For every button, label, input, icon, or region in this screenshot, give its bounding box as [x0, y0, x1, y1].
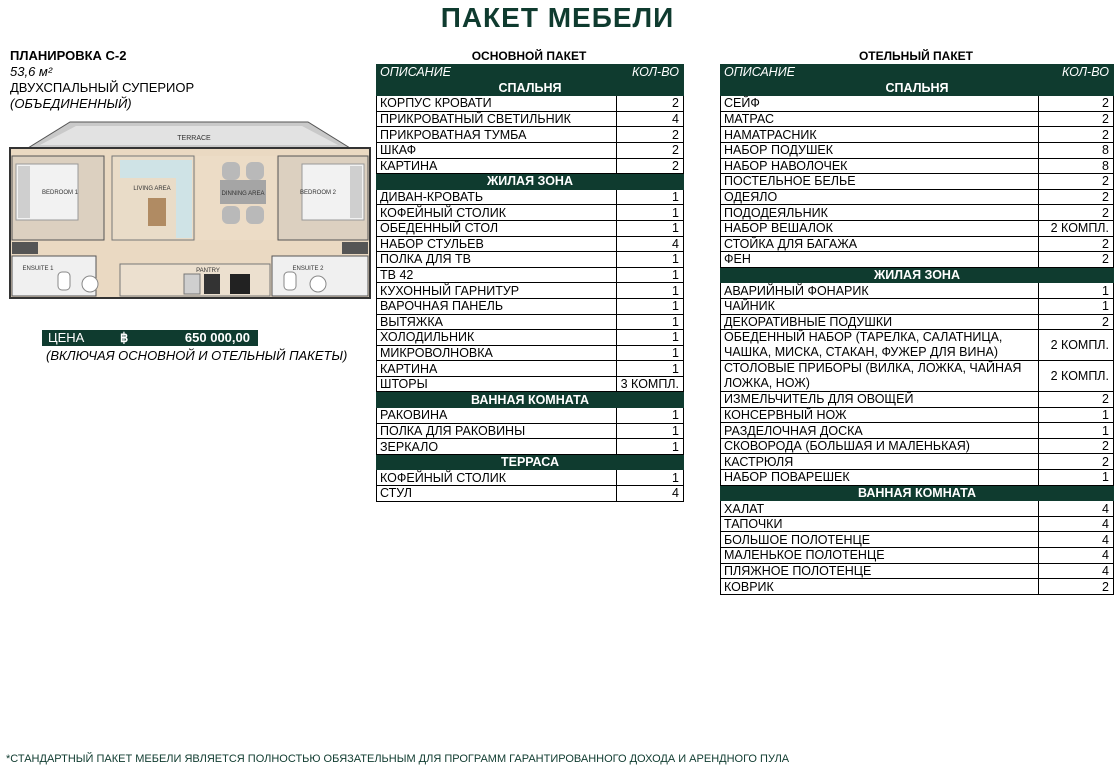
item-description: НАБОР ПОВАРЕШЕК: [721, 470, 1039, 486]
item-description: БОЛЬШОЕ ПОЛОТЕНЦЕ: [721, 532, 1039, 548]
plan-variant: (ОБЪЕДИНЕННЫЙ): [10, 96, 132, 111]
room-label-ensuite2: ENSUITE 2: [292, 266, 324, 272]
page-title: ПАКЕТ МЕБЕЛИ: [440, 2, 675, 33]
plan-type: ДВУХСПАЛЬНЫЙ СУПЕРИОР: [10, 80, 195, 95]
item-description: ДИВАН-КРОВАТЬ: [377, 189, 617, 205]
item-description: ХОЛОДИЛЬНИК: [377, 330, 617, 346]
table-row: [377, 158, 684, 174]
item-description: ОБЕДЕННЫЙ НАБОР (ТАРЕЛКА, САЛАТНИЦА, ЧАШКА, МИСКА, СТАКАН, ФУЖЕР ДЛЯ ВИНА): [721, 330, 1039, 361]
item-quantity: 4: [1039, 548, 1114, 564]
item-quantity: 4: [617, 236, 684, 252]
item-quantity: 2: [1039, 127, 1114, 143]
item-description: ШКАФ: [377, 142, 617, 158]
item-quantity: 1: [617, 439, 684, 455]
table-row: [721, 174, 1114, 190]
item-description: СТУЛ: [377, 486, 617, 502]
price-box: [42, 330, 258, 346]
item-description: МАЛЕНЬКОЕ ПОЛОТЕНЦЕ: [721, 548, 1039, 564]
footnote: *СТАНДАРТНЫЙ ПАКЕТ МЕБЕЛИ ЯВЛЯЕТСЯ ПОЛНОСТЬЮ ОБЯЗАТЕЛЬНЫМ ДЛЯ ПРОГРАММ ГАРАНТИРОВАННОГО ДОХОДА И АРЕНДНОГО ПУЛА: [6, 753, 790, 765]
item-quantity: 2: [1039, 174, 1114, 190]
item-description: ПРИКРОВАТНЫЙ СВЕТИЛЬНИК: [377, 111, 617, 127]
item-quantity: 4: [1039, 516, 1114, 532]
item-description: КОФЕЙНЫЙ СТОЛИК: [377, 205, 617, 221]
table-row: [721, 127, 1114, 143]
table-row: [721, 96, 1114, 112]
plan-area: 53,6 м²: [10, 64, 53, 79]
section-name: ЖИЛАЯ ЗОНА: [721, 267, 1114, 283]
item-quantity: 2 КОМПЛ.: [1039, 330, 1114, 361]
table-row: [721, 563, 1114, 579]
table-row: [377, 486, 684, 502]
item-description: НАБОР ВЕШАЛОК: [721, 220, 1039, 236]
item-description: ФЕН: [721, 252, 1039, 268]
basic-package-table: [376, 64, 684, 502]
table-row: [377, 330, 684, 346]
basic-package-title: ОСНОВНОЙ ПАКЕТ: [471, 49, 587, 63]
item-description: МИКРОВОЛНОВКА: [377, 345, 617, 361]
price-label: ЦЕНА: [48, 330, 85, 345]
item-description: НАМАТРАСНИК: [721, 127, 1039, 143]
item-quantity: 1: [617, 470, 684, 486]
room-label-living: LIVING AREA: [133, 186, 171, 192]
item-description: КАРТИНА: [377, 361, 617, 377]
hotel-package-title: ОТЕЛЬНЫЙ ПАКЕТ: [858, 49, 974, 63]
item-description: КАСТРЮЛЯ: [721, 454, 1039, 470]
room-label-ensuite1: ENSUITE 1: [22, 266, 54, 272]
item-quantity: 8: [1039, 142, 1114, 158]
section-header-row: [377, 80, 684, 96]
item-quantity: 2 КОМПЛ.: [1039, 220, 1114, 236]
item-description: ТАПОЧКИ: [721, 516, 1039, 532]
item-description: СТОЛОВЫЕ ПРИБОРЫ (ВИЛКА, ЛОЖКА, ЧАЙНАЯ ЛОЖКА, НОЖ): [721, 361, 1039, 392]
table-row: [377, 423, 684, 439]
item-quantity: 1: [617, 283, 684, 299]
table-row: [377, 439, 684, 455]
item-description: НАБОР НАВОЛОЧЕК: [721, 158, 1039, 174]
item-description: ПРИКРОВАТНАЯ ТУМБА: [377, 127, 617, 143]
item-quantity: 2: [1039, 438, 1114, 454]
item-quantity: 2: [1039, 252, 1114, 268]
section-name: ЖИЛАЯ ЗОНА: [377, 174, 684, 190]
item-description: ТВ 42: [377, 267, 617, 283]
section-name: СПАЛЬНЯ: [721, 80, 1114, 96]
column-header-description: ОПИСАНИЕ: [721, 65, 1039, 81]
item-quantity: 1: [617, 408, 684, 424]
table-row: [721, 579, 1114, 595]
table-row: [377, 408, 684, 424]
item-description: КОНСЕРВНЫЙ НОЖ: [721, 407, 1039, 423]
item-quantity: 8: [1039, 158, 1114, 174]
table-row: [721, 220, 1114, 236]
section-header-row: [377, 174, 684, 190]
table-row: [721, 236, 1114, 252]
table-row: [721, 189, 1114, 205]
table-row: [377, 361, 684, 377]
item-description: КОВРИК: [721, 579, 1039, 595]
table-row: [721, 423, 1114, 439]
table-row: [721, 314, 1114, 330]
item-description: СЕЙФ: [721, 96, 1039, 112]
table-row: [721, 392, 1114, 408]
table-row: [721, 252, 1114, 268]
item-quantity: 1: [617, 189, 684, 205]
item-description: НАБОР ПОДУШЕК: [721, 142, 1039, 158]
section-name: ВАННАЯ КОМНАТА: [721, 485, 1114, 501]
room-label-bedroom1: BEDROOM 1: [41, 190, 79, 196]
price-value: 650 000,00: [184, 330, 250, 345]
item-description: ДЕКОРАТИВНЫЕ ПОДУШКИ: [721, 314, 1039, 330]
column-header-description: ОПИСАНИЕ: [377, 65, 617, 81]
item-quantity: 1: [617, 345, 684, 361]
item-quantity: 2: [617, 142, 684, 158]
table-row: [377, 252, 684, 268]
item-description: ХАЛАТ: [721, 501, 1039, 517]
item-quantity: 1: [1039, 423, 1114, 439]
table-row: [377, 345, 684, 361]
item-quantity: 1: [617, 330, 684, 346]
table-row: [377, 298, 684, 314]
item-quantity: 1: [617, 314, 684, 330]
item-description: РАЗДЕЛОЧНАЯ ДОСКА: [721, 423, 1039, 439]
item-quantity: 1: [617, 205, 684, 221]
item-quantity: 1: [1039, 470, 1114, 486]
room-label-bedroom2: BEDROOM 2: [299, 190, 337, 196]
table-row: [377, 267, 684, 283]
section-header-row: [721, 485, 1114, 501]
table-row: [377, 470, 684, 486]
item-quantity: 2: [1039, 111, 1114, 127]
item-quantity: 2: [1039, 189, 1114, 205]
price-note: (ВКЛЮЧАЯ ОСНОВНОЙ И ОТЕЛЬНЫЙ ПАКЕТЫ): [46, 348, 348, 363]
item-description: КОФЕЙНЫЙ СТОЛИК: [377, 470, 617, 486]
table-row: [377, 220, 684, 236]
item-quantity: 1: [617, 423, 684, 439]
item-quantity: 3 КОМПЛ.: [617, 376, 684, 392]
table-row: [721, 407, 1114, 423]
table-row: [721, 438, 1114, 454]
table-row: [721, 205, 1114, 221]
item-quantity: 4: [1039, 501, 1114, 517]
item-quantity: 2: [1039, 205, 1114, 221]
item-description: ШТОРЫ: [377, 376, 617, 392]
section-header-row: [377, 454, 684, 470]
table-row: [721, 501, 1114, 517]
section-name: ТЕРРАСА: [377, 454, 684, 470]
table-row: [721, 330, 1114, 361]
floor-plan: [8, 120, 372, 306]
table-row: [721, 158, 1114, 174]
item-quantity: 1: [617, 267, 684, 283]
item-quantity: 2: [1039, 454, 1114, 470]
section-name: ВАННАЯ КОМНАТА: [377, 392, 684, 408]
item-description: ПОСТЕЛЬНОЕ БЕЛЬЕ: [721, 174, 1039, 190]
table-row: [721, 361, 1114, 392]
table-header-row: [377, 65, 684, 81]
table-row: [721, 516, 1114, 532]
item-description: ВАРОЧНАЯ ПАНЕЛЬ: [377, 298, 617, 314]
table-row: [377, 189, 684, 205]
item-quantity: 4: [1039, 563, 1114, 579]
item-description: КОРПУС КРОВАТИ: [377, 96, 617, 112]
item-description: КАРТИНА: [377, 158, 617, 174]
item-quantity: 1: [617, 298, 684, 314]
hotel-package-table: [720, 64, 1114, 595]
table-row: [721, 111, 1114, 127]
item-description: ОДЕЯЛО: [721, 189, 1039, 205]
item-quantity: 2: [1039, 314, 1114, 330]
section-header-row: [377, 392, 684, 408]
item-description: ЗЕРКАЛО: [377, 439, 617, 455]
item-description: ПЛЯЖНОЕ ПОЛОТЕНЦЕ: [721, 563, 1039, 579]
item-quantity: 1: [617, 361, 684, 377]
item-quantity: 1: [617, 220, 684, 236]
item-quantity: 4: [617, 111, 684, 127]
item-quantity: 2: [1039, 579, 1114, 595]
item-quantity: 2: [1039, 392, 1114, 408]
item-quantity: 2: [617, 158, 684, 174]
table-row: [721, 142, 1114, 158]
item-description: РАКОВИНА: [377, 408, 617, 424]
table-row: [377, 283, 684, 299]
plan-header: [10, 48, 370, 112]
table-row: [377, 127, 684, 143]
item-description: КУХОННЫЙ ГАРНИТУР: [377, 283, 617, 299]
item-description: ПОЛКА ДЛЯ ТВ: [377, 252, 617, 268]
item-quantity: 2 КОМПЛ.: [1039, 361, 1114, 392]
item-quantity: 2: [617, 96, 684, 112]
item-quantity: 1: [1039, 407, 1114, 423]
table-row: [377, 205, 684, 221]
table-row: [377, 314, 684, 330]
item-description: ВЫТЯЖКА: [377, 314, 617, 330]
item-description: МАТРАС: [721, 111, 1039, 127]
item-description: ПОЛКА ДЛЯ РАКОВИНЫ: [377, 423, 617, 439]
table-row: [721, 283, 1114, 299]
item-description: ИЗМЕЛЬЧИТЕЛЬ ДЛЯ ОВОЩЕЙ: [721, 392, 1039, 408]
item-quantity: 4: [617, 486, 684, 502]
table-row: [721, 532, 1114, 548]
currency-symbol: ฿: [120, 330, 129, 345]
item-quantity: 2: [1039, 96, 1114, 112]
plan-name: ПЛАНИРОВКА С-2: [10, 48, 127, 63]
item-description: АВАРИЙНЫЙ ФОНАРИК: [721, 283, 1039, 299]
column-header-quantity: КОЛ-ВО: [617, 65, 684, 81]
table-row: [377, 111, 684, 127]
table-header-row: [721, 65, 1114, 81]
room-label-terrace: TERRACE: [177, 135, 211, 142]
column-header-quantity: КОЛ-ВО: [1039, 65, 1114, 81]
table-row: [377, 376, 684, 392]
section-name: СПАЛЬНЯ: [377, 80, 684, 96]
table-row: [721, 454, 1114, 470]
table-row: [377, 96, 684, 112]
item-description: ЧАЙНИК: [721, 298, 1039, 314]
item-description: СКОВОРОДА (БОЛЬШАЯ И МАЛЕНЬКАЯ): [721, 438, 1039, 454]
item-description: СТОЙКА ДЛЯ БАГАЖА: [721, 236, 1039, 252]
section-header-row: [721, 267, 1114, 283]
item-quantity: 2: [617, 127, 684, 143]
section-header-row: [721, 80, 1114, 96]
room-label-pantry: PANTRY: [196, 268, 220, 274]
item-quantity: 4: [1039, 532, 1114, 548]
item-description: ОБЕДЕННЫЙ СТОЛ: [377, 220, 617, 236]
item-quantity: 1: [617, 252, 684, 268]
table-row: [721, 298, 1114, 314]
item-quantity: 1: [1039, 298, 1114, 314]
item-description: НАБОР СТУЛЬЕВ: [377, 236, 617, 252]
item-description: ПОДОДЕЯЛЬНИК: [721, 205, 1039, 221]
table-row: [377, 142, 684, 158]
item-quantity: 1: [1039, 283, 1114, 299]
item-quantity: 2: [1039, 236, 1114, 252]
table-row: [721, 470, 1114, 486]
table-row: [377, 236, 684, 252]
table-row: [721, 548, 1114, 564]
room-label-dining: DINNING AREA: [221, 191, 265, 197]
